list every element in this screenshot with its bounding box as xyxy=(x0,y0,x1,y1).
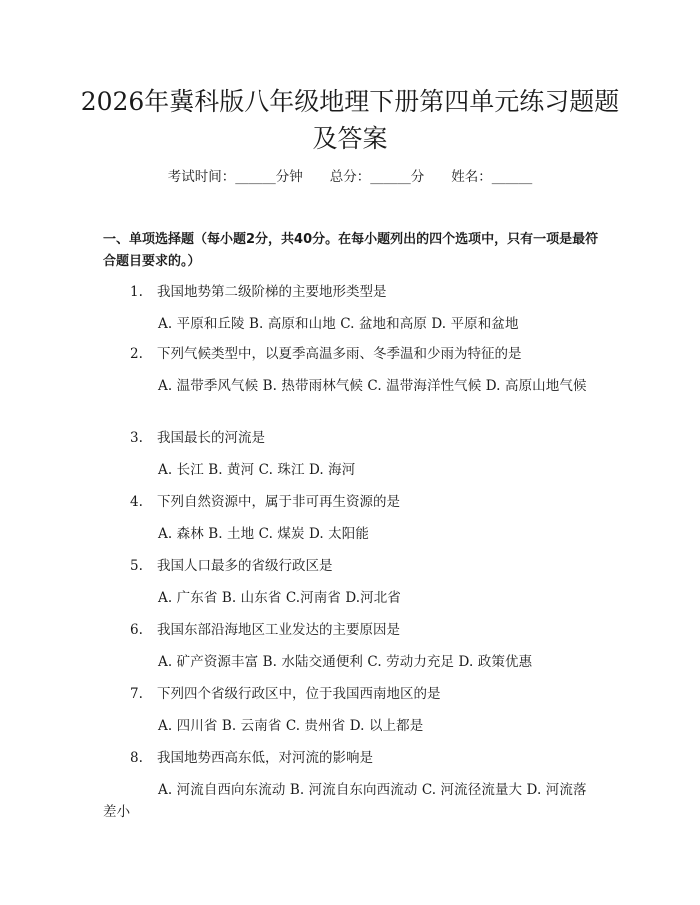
question-text: 我国地势第二级阶梯的主要地形类型是 xyxy=(157,284,387,300)
question-number: 4. xyxy=(130,494,143,510)
question-stem xyxy=(130,620,600,640)
question-options: A. 四川省 B. 云南省 C. 贵州省 D. 以上都是 xyxy=(158,718,424,734)
question-number: 5. xyxy=(130,558,143,574)
question-number: 7. xyxy=(130,686,143,702)
question-number: 2. xyxy=(130,346,143,362)
question-stem xyxy=(130,282,600,302)
question-text: 下列气候类型中，以夏季高温多雨、冬季温和少雨为特征的是 xyxy=(157,346,522,362)
question-options: A. 矿产资源丰富 B. 水陆交通便利 C. 劳动力充足 D. 政策优惠 xyxy=(158,654,533,670)
question-number: 1. xyxy=(130,284,143,300)
question-options: A. 广东省 B. 山东省 C.河南省 D.河北省 xyxy=(158,590,401,606)
question-number: 3. xyxy=(130,430,143,446)
question-options: A. 河流自西向东流动 B. 河流自东向西流动 C. 河流径流量大 D. 河流落差小 xyxy=(103,782,587,820)
question-text: 我国地势西高东低，对河流的影响是 xyxy=(157,750,373,766)
question-options: A. 温带季风气候 B. 热带雨林气候 C. 温带海洋性气候 D. 高原山地气候 xyxy=(158,378,587,394)
question-options: A. 平原和丘陵 B. 高原和山地 C. 盆地和高原 D. 平原和盆地 xyxy=(158,316,519,332)
question-number: 6. xyxy=(130,622,143,638)
question-number: 8. xyxy=(130,750,143,766)
question-options: A. 长江 B. 黄河 C. 珠江 D. 海河 xyxy=(158,462,356,478)
question-text: 我国东部沿海地区工业发达的主要原因是 xyxy=(157,622,400,638)
question-stem xyxy=(130,344,600,364)
question-stem xyxy=(130,684,600,704)
question-options: A. 森林 B. 土地 C. 煤炭 D. 太阳能 xyxy=(158,526,369,542)
question-text: 我国最长的河流是 xyxy=(157,430,265,446)
question-stem xyxy=(130,748,600,768)
section-heading-single-choice: 一、单项选择题（每小题2分，共40分。在每小题列出的四个选项中，只有一项是最符合题目要求的。） xyxy=(103,232,599,269)
question-stem xyxy=(130,556,600,576)
exam-meta-line: 考试时间：______分钟 总分：______分 姓名：______ xyxy=(167,169,533,185)
question-text: 我国人口最多的省级行政区是 xyxy=(157,558,333,574)
question-stem xyxy=(130,492,600,512)
document-title: 2026年冀科版八年级地理下册第四单元练习题题及答案 xyxy=(80,87,620,153)
question-text: 下列四个省级行政区中，位于我国西南地区的是 xyxy=(157,686,441,702)
question-text: 下列自然资源中，属于非可再生资源的是 xyxy=(157,494,400,510)
question-stem xyxy=(130,428,600,448)
